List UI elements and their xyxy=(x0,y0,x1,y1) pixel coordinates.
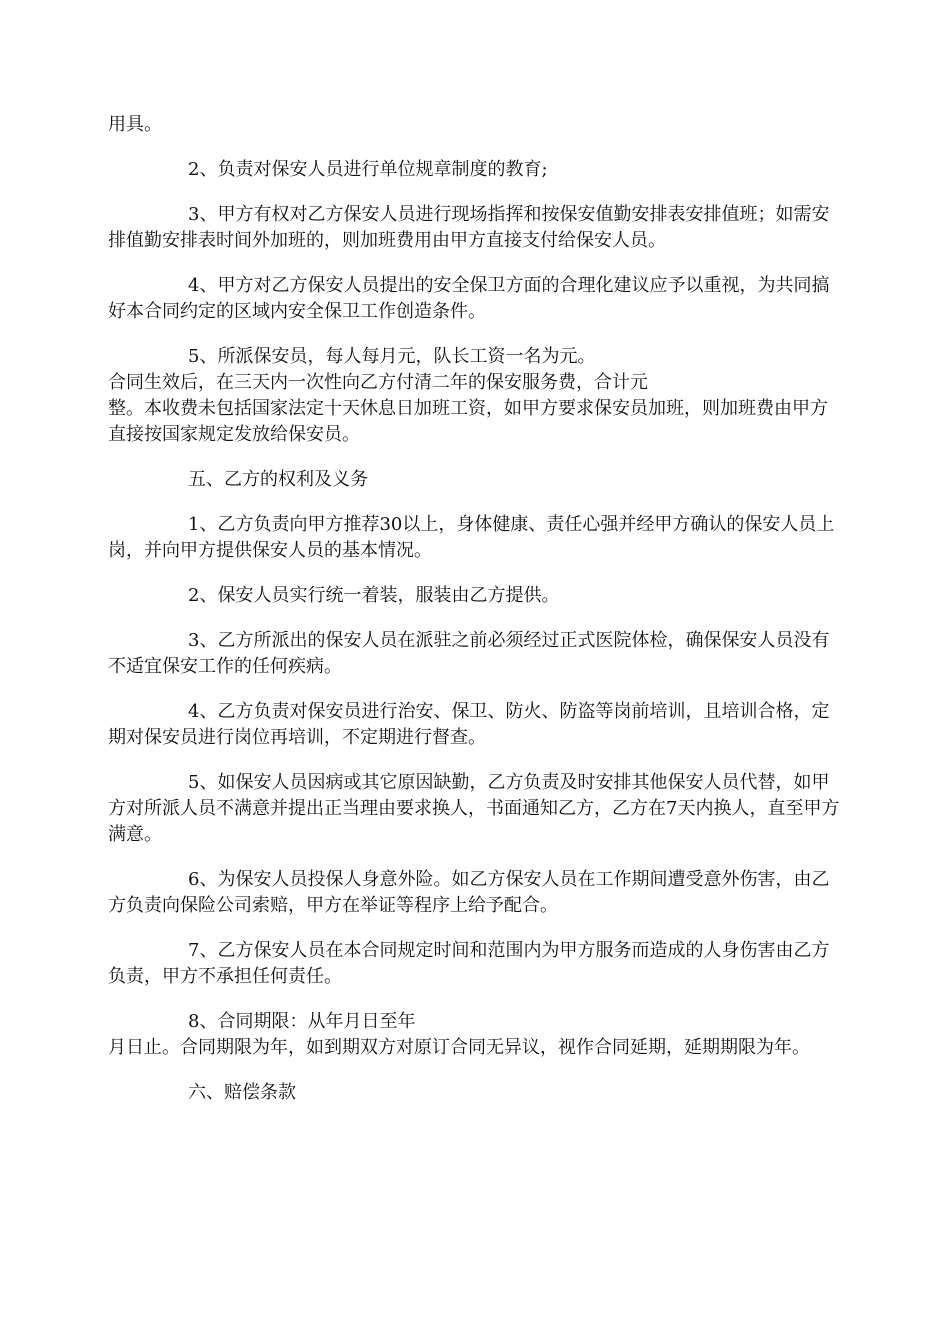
clause-5-7: 7、乙方保安人员在本合同规定时间和范围内为甲方服务而造成的人身伤害由乙方负责，甲方不承担任何责任。 xyxy=(108,940,830,987)
document-page xyxy=(108,112,843,1125)
clause-4-2: 2、负责对保安人员进行单位规章制度的教育; xyxy=(188,159,548,180)
clause-5-5: 5、如保安人员因病或其它原因缺勤，乙方负责及时安排其他保安人员代替，如甲方对所派人员不满意并提出正当理由要求换人，书面通知乙方，乙方在7天内换人，直至甲方满意。 xyxy=(108,772,840,845)
clause-4-4: 4、甲方对乙方保安人员提出的安全保卫方面的合理化建议应予以重视，为共同搞好本合同约定的区域内安全保卫工作创造条件。 xyxy=(108,275,830,322)
clause-4-5-line1: 5、所派保安员，每人每月元，队长工资一名为元。 xyxy=(188,346,596,367)
clause-4-3: 3、甲方有权对乙方保安人员进行现场指挥和按保安值勤安排表安排值班；如需安排值勤安排表时间外加班的，则加班费用由甲方直接支付给保安人员。 xyxy=(108,204,830,251)
clause-5-6: 6、为保安人员投保人身意外险。如乙方保安人员在工作期间遭受意外伤害，由乙方负责向保险公司索赔，甲方在举证等程序上给予配合。 xyxy=(108,869,830,916)
clause-4-5-line2: 合同生效后，在三天内一次性向乙方付清二年的保安服务费，合计元 xyxy=(108,372,648,393)
section-5-heading: 五、乙方的权利及义务 xyxy=(188,469,368,490)
clause-5-8-line1: 8、合同期限：从年月日至年 xyxy=(188,1011,416,1032)
clause-5-2: 2、保安人员实行统一着装，服装由乙方提供。 xyxy=(188,585,560,606)
clause-5-8-line2: 月日止。合同期限为年，如到期双方对原订合同无异议，视作合同延期，延期期限为年。 xyxy=(108,1037,810,1058)
paragraph-continuation: 用具。 xyxy=(108,114,162,135)
clause-4-5 xyxy=(108,344,843,448)
clause-5-1: 1、乙方负责向甲方推荐30以上，身体健康、责任心强并经甲方确认的保安人员上岗，并向甲方提供保安人员的基本情况。 xyxy=(108,514,835,561)
clause-5-8 xyxy=(108,1009,843,1061)
clause-4-5-line3: 整。本收费未包括国家法定十天休息日加班工资，如甲方要求保安员加班，则加班费由甲方直接按国家规定发放给保安员。 xyxy=(108,398,828,445)
section-6-heading: 六、赔偿条款 xyxy=(188,1082,296,1103)
clause-5-4: 4、乙方负责对保安员进行治安、保卫、防火、防盗等岗前培训，且培训合格，定期对保安员进行岗位再培训，不定期进行督查。 xyxy=(108,701,830,748)
clause-5-3: 3、乙方所派出的保安人员在派驻之前必须经过正式医院体检，确保保安人员没有不适宜保安工作的任何疾病。 xyxy=(108,630,830,677)
